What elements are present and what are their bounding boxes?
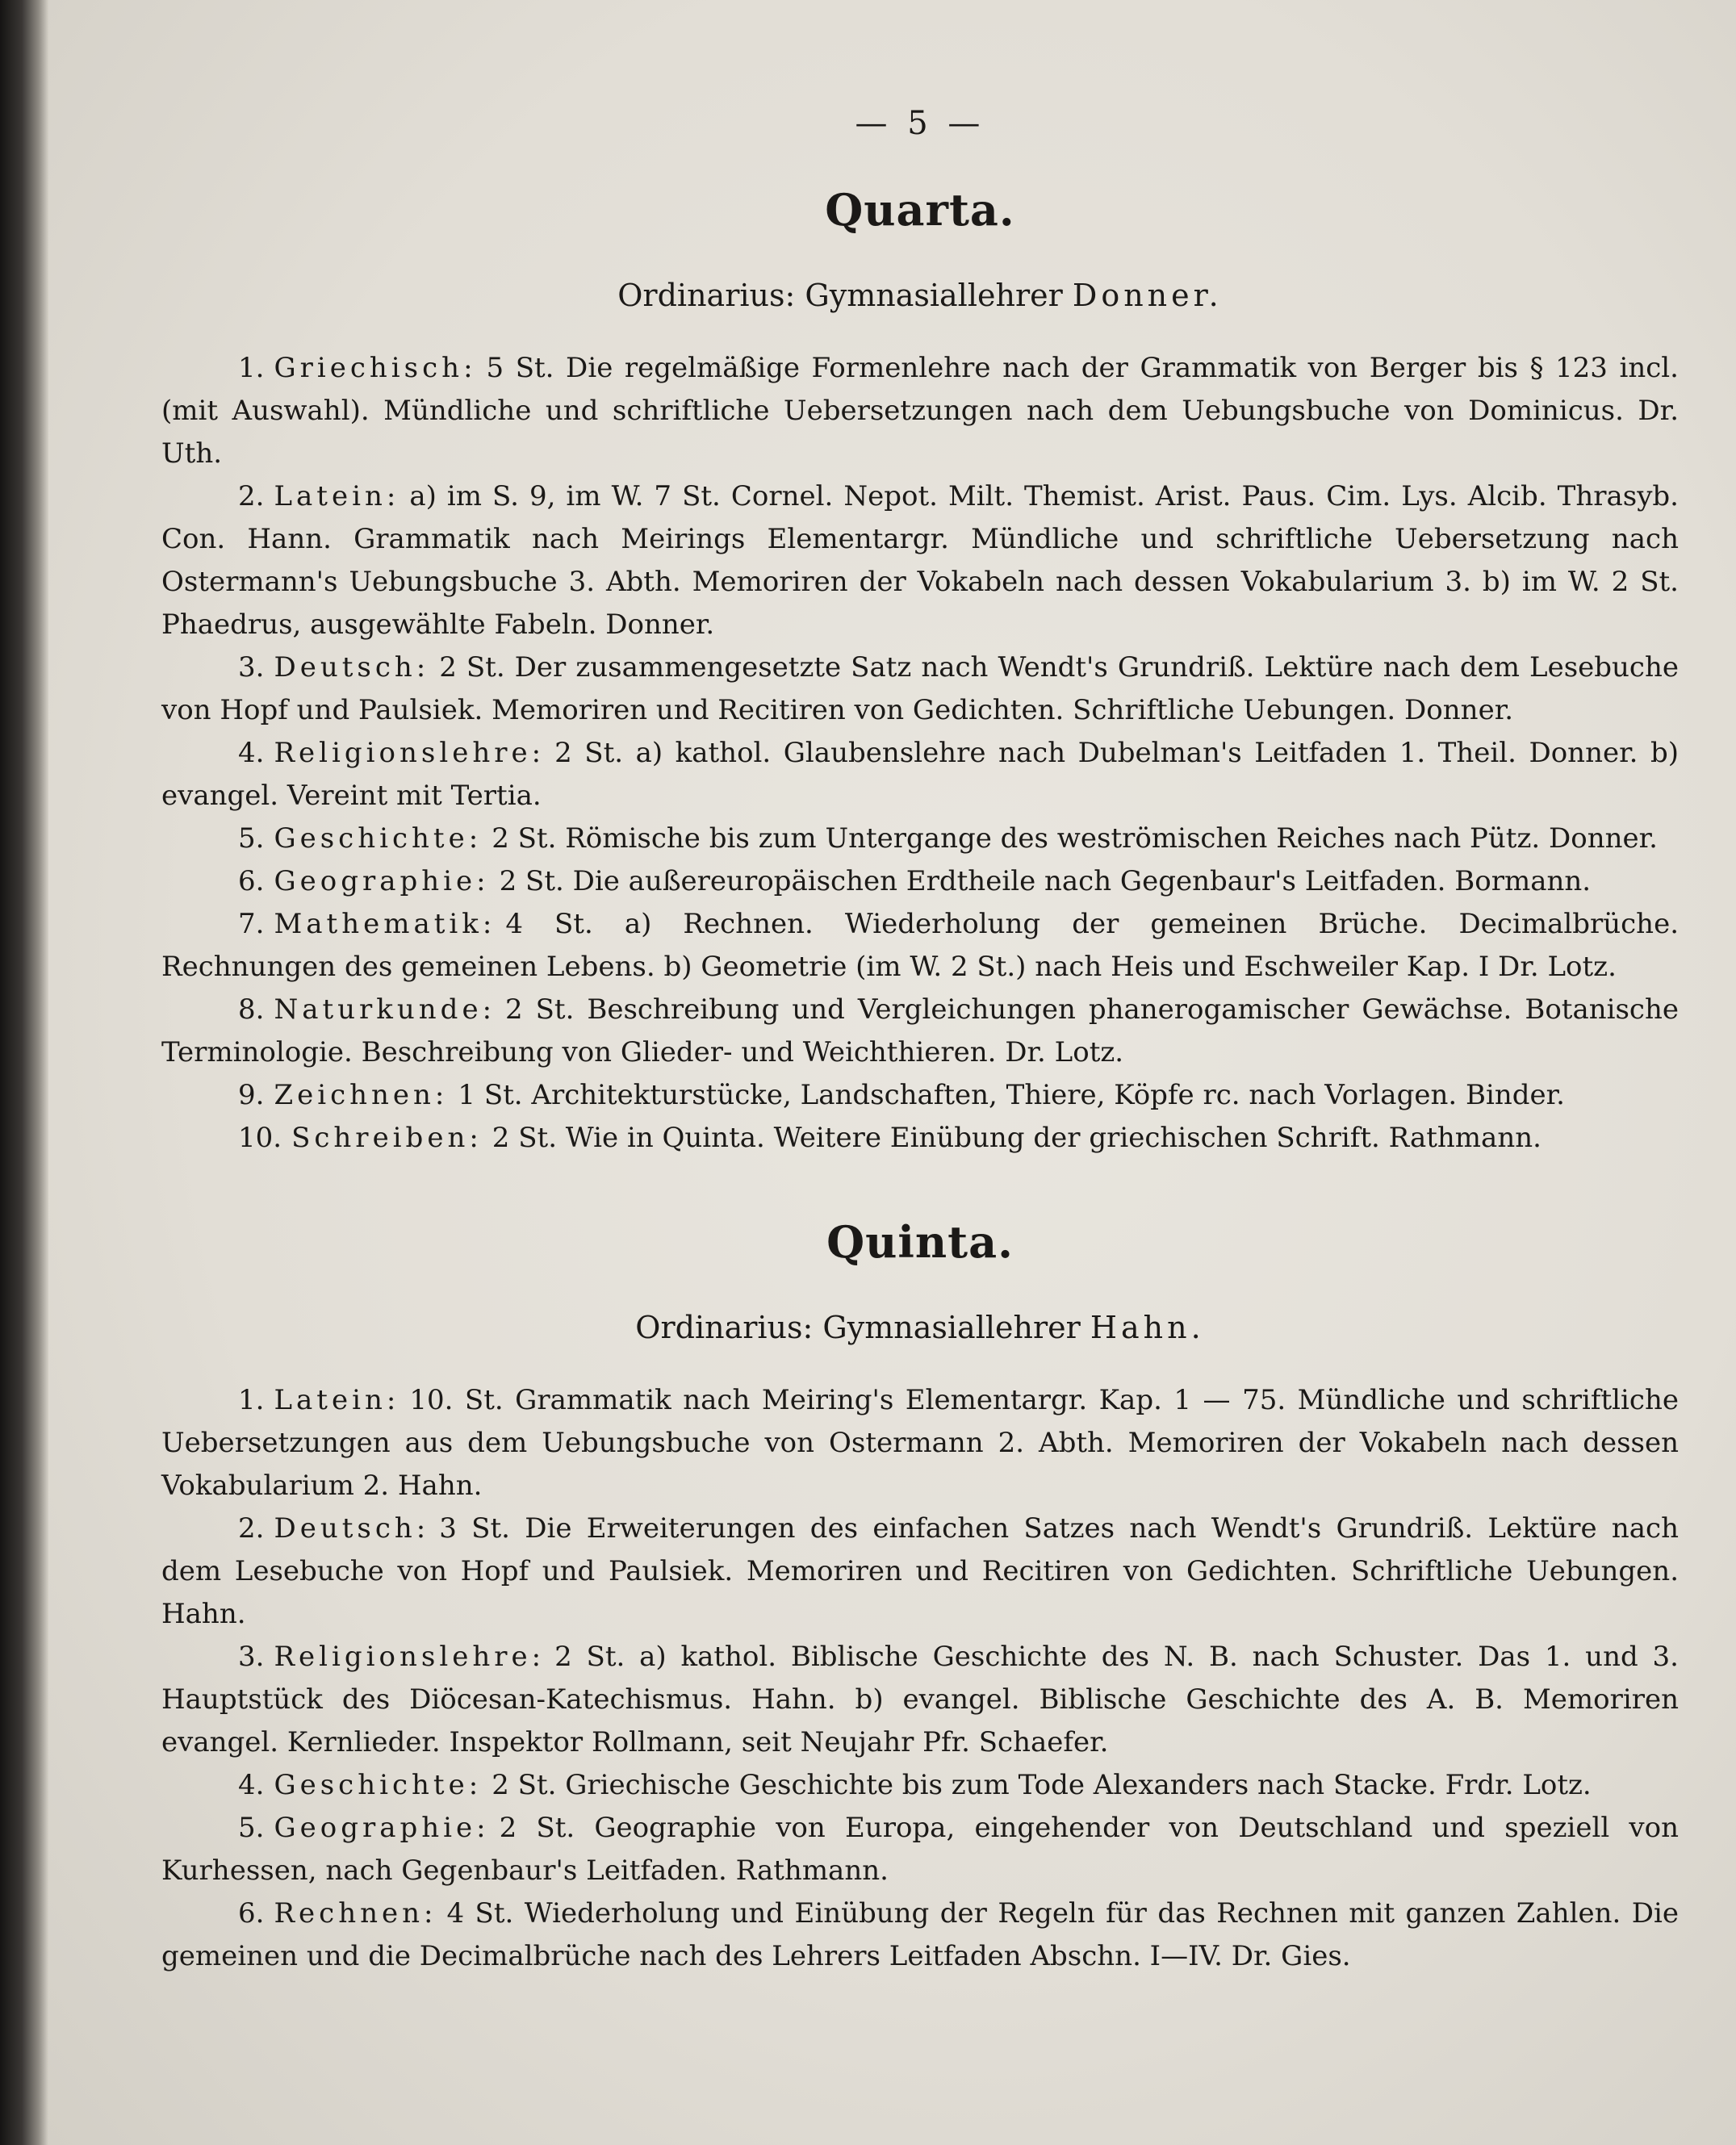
entry-text: 4 St. Wiederholung und Einübung der Regeln für das Rechnen mit ganzen Zahlen. Die gemeinen und die Decimalbrüche nach des Lehrers Leitfaden Abschn. I—IV. Dr. Gies. (161, 1897, 1679, 1972)
section-title: Quinta. (826, 1216, 1014, 1268)
entry-number: 4. (238, 1769, 265, 1801)
entry-number: 1. (238, 1384, 265, 1416)
entry-subject: Geschichte: (274, 1769, 483, 1801)
entry-subject: Griechisch: (274, 352, 477, 384)
entry-text: 4 St. a) Rechnen. Wiederholung der gemeinen Brüche. Decimalbrüche. Rechnungen des gemeinen Lebens. b) Geometrie (im W. 2 St.) nach Heis und Eschweiler Kap. I Dr. Lotz. (161, 908, 1679, 983)
entry (161, 1379, 1679, 1507)
page-content (161, 105, 1679, 1978)
entry (161, 989, 1679, 1074)
entry-subject: Schreiben: (291, 1122, 483, 1154)
entry-text: 2 St. a) kathol. Biblische Geschichte des N. B. nach Schuster. Das 1. und 3. Hauptstück des Diöcesan-Katechismus. Hahn. b) evangel. Biblische Geschichte des A. B. Memoriren evangel. Kernlieder. Inspektor Rollmann, seit Neujahr Pfr. Schaefer. (161, 1641, 1679, 1758)
entry-number: 4. (238, 737, 265, 769)
entry (161, 1892, 1679, 1978)
ordinarius-label: Ordinarius: Gymnasiallehrer (635, 1310, 1081, 1345)
entry-number: 6. (238, 1897, 265, 1930)
entry (161, 817, 1679, 860)
entry-subject: Religionslehre: (274, 737, 546, 769)
entry-number: 7. (238, 908, 265, 940)
entry-text: 2 St. a) kathol. Glaubenslehre nach Dubelman's Leitfaden 1. Theil. Donner. b) evangel. Vereint mit Tertia. (161, 737, 1679, 812)
entry-subject: Deutsch: (274, 1512, 430, 1545)
entry (161, 860, 1679, 903)
entry-list (161, 1379, 1679, 1978)
entry (161, 646, 1679, 732)
section-spacer (161, 1160, 1679, 1216)
section-quarta (161, 184, 1679, 1160)
page (48, 0, 1736, 2145)
entry-number: 3. (238, 651, 265, 684)
entry-text: 2 St. Griechische Geschichte bis zum Tode Alexanders nach Stacke. Frdr. Lotz. (492, 1769, 1592, 1801)
entry (161, 1117, 1679, 1160)
entry-list (161, 347, 1679, 1160)
entry-subject: Geographie: (274, 1812, 490, 1844)
entry-text: a) im S. 9, im W. 7 St. Cornel. Nepot. Milt. Themist. Arist. Paus. Cim. Lys. Alcib. Thrasyb. Con. Hann. Grammatik nach Meirings Elementargr. Mündliche und schriftliche Uebersetzung nach Ostermann's Uebungsbuche 3. Abth. Memoriren der Vokabeln nach dessen Vokabularium 3. b) im W. 2 St. Phaedrus, ausgewählte Fabeln. Donner. (161, 480, 1679, 641)
entry-subject: Geschichte: (274, 822, 483, 855)
entry-number: 2. (238, 1512, 265, 1545)
section-title: Quarta. (825, 184, 1015, 236)
page-number: — 5 — (855, 105, 985, 142)
entry-text: 2 St. Der zusammengesetzte Satz nach Wendt's Grundriß. Lektüre nach dem Lesebuche von Hopf und Paulsiek. Memoriren und Recitiren von Gedichten. Schriftliche Uebungen. Donner. (161, 651, 1679, 726)
entry-text: 10. St. Grammatik nach Meiring's Elementargr. Kap. 1 — 75. Mündliche und schriftliche Uebersetzungen aus dem Uebungsbuche von Ostermann 2. Abth. Memoriren der Vokabeln nach dessen Vokabularium 2. Hahn. (161, 1384, 1679, 1502)
ordinarius-name: Hahn. (1090, 1310, 1205, 1345)
entry-subject: Latein: (274, 480, 400, 512)
entry (161, 1636, 1679, 1764)
entry-subject: Latein: (274, 1384, 400, 1416)
entry-text: 5 St. Die regelmäßige Formenlehre nach der Grammatik von Berger bis § 123 incl. (mit Auswahl). Mündliche und schriftliche Uebersetzungen nach dem Uebungsbuche von Dominicus. Dr. Uth. (161, 352, 1679, 470)
entry-number: 6. (238, 865, 265, 897)
entry-subject: Mathematik: (274, 908, 496, 940)
entry (161, 1764, 1679, 1807)
entry-text: 2 St. Beschreibung und Vergleichungen phanerogamischer Gewächse. Botanische Terminologie. Beschreibung von Glieder- und Weichthieren. Dr. Lotz. (161, 993, 1679, 1068)
entry-text: 2 St. Die außereuropäischen Erdtheile nach Gegenbaur's Leitfaden. Bormann. (499, 865, 1592, 897)
entry-subject: Naturkunde: (274, 993, 496, 1026)
entry-text: 2 St. Wie in Quinta. Weitere Einübung der griechischen Schrift. Rathmann. (492, 1122, 1541, 1154)
entry-number: 8. (238, 993, 265, 1026)
entry-number: 5. (238, 822, 265, 855)
entry (161, 903, 1679, 989)
section-quinta (161, 1216, 1679, 1978)
entry (161, 475, 1679, 646)
entry-number: 2. (238, 480, 265, 512)
entry-subject: Religionslehre: (274, 1641, 546, 1673)
entry-text: 1 St. Architekturstücke, Landschaften, Thiere, Köpfe rc. nach Vorlagen. Binder. (458, 1079, 1565, 1111)
entry (161, 347, 1679, 475)
entry-number: 9. (238, 1079, 265, 1111)
entry-subject: Deutsch: (274, 651, 430, 684)
entry-number: 1. (238, 352, 265, 384)
entry (161, 1807, 1679, 1892)
ordinarius-label: Ordinarius: Gymnasiallehrer (617, 278, 1063, 313)
entry (161, 732, 1679, 817)
entry-subject: Zeichnen: (274, 1079, 449, 1111)
ordinarius-line (161, 278, 1679, 313)
entry-number: 3. (238, 1641, 265, 1673)
entry (161, 1074, 1679, 1117)
entry-text: 2 St. Römische bis zum Untergange des weströmischen Reiches nach Pütz. Donner. (492, 822, 1658, 855)
ordinarius-line (161, 1310, 1679, 1345)
entry-subject: Geographie: (274, 865, 490, 897)
book-gutter (0, 0, 48, 2145)
entry-text: 3 St. Die Erweiterungen des einfachen Satzes nach Wendt's Grundriß. Lektüre nach dem Lesebuche von Hopf und Paulsiek. Memoriren und Recitiren von Gedichten. Schriftliche Uebungen. Hahn. (161, 1512, 1679, 1630)
entry (161, 1507, 1679, 1636)
entry-number: 5. (238, 1812, 265, 1844)
entry-number: 10. (238, 1122, 282, 1154)
entry-text: 2 St. Geographie von Europa, eingehender von Deutschland und speziell von Kurhessen, nach Gegenbaur's Leitfaden. Rathmann. (161, 1812, 1679, 1887)
ordinarius-name: Donner. (1072, 278, 1223, 313)
entry-subject: Rechnen: (274, 1897, 437, 1930)
